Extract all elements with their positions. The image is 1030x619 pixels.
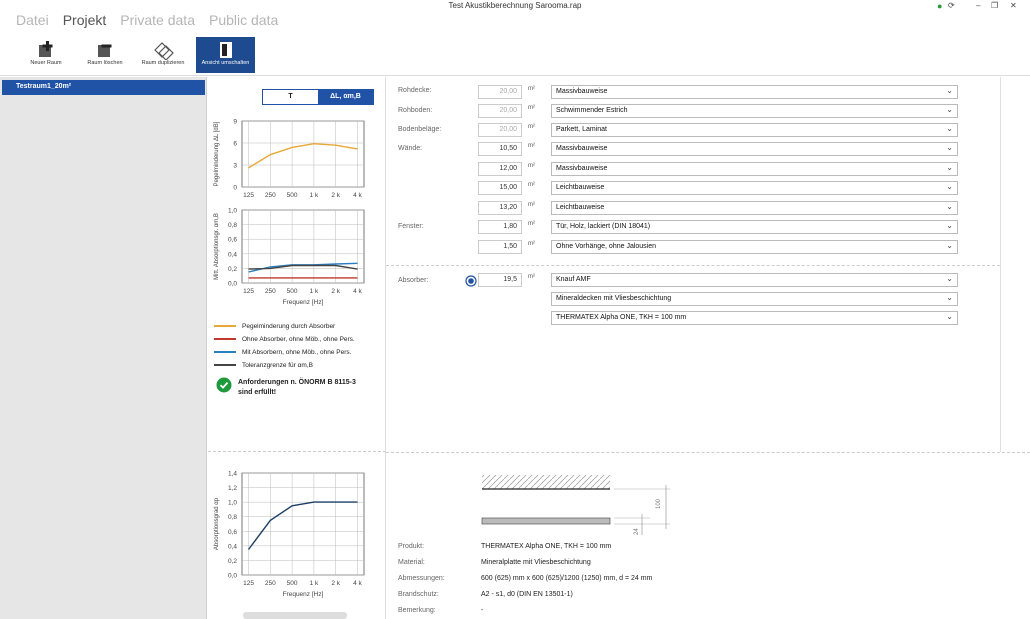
y-axis-label: Pegelminderung ΔL [dB]	[214, 121, 220, 187]
unit-label: m²	[528, 143, 535, 149]
select-value: Massivbauweise	[556, 145, 608, 152]
construction-select[interactable]	[551, 181, 958, 195]
main-menu	[16, 12, 278, 34]
x-tick-label: 1 k	[309, 192, 319, 199]
y-tick-label: 1,4	[227, 470, 237, 478]
chevron-down-icon: ⌄	[946, 312, 953, 321]
absorber-manufacturer-select[interactable]	[551, 273, 958, 287]
select-value: Massivbauweise	[556, 165, 608, 172]
unit-label: m²	[528, 124, 535, 130]
select-value: Parkett, Laminat	[556, 126, 607, 133]
chevron-down-icon: ⌄	[946, 221, 953, 230]
legend-swatch	[214, 364, 236, 366]
area-input[interactable]: 20,00	[478, 104, 522, 118]
product-detail	[386, 453, 1030, 619]
minimize-icon[interactable]: –	[976, 1, 981, 10]
requirement-line1: Anforderungen n. ÖNORM B 8115-3	[238, 379, 356, 386]
info-value-brandschutz: A2 - s1, d0 (DIN EN 13501-1)	[481, 591, 573, 598]
status-dot-icon: ●	[937, 1, 943, 11]
x-tick-label: 1 k	[309, 288, 319, 295]
info-label-brandschutz: Brandschutz:	[398, 591, 439, 598]
toggle-view-label: Ansicht umschalten	[201, 60, 250, 66]
area-input[interactable]: 20,00	[478, 85, 522, 99]
label-rohboden: Rohboden:	[398, 107, 433, 114]
y-tick-label: 0	[233, 184, 237, 192]
unit-label: m²	[528, 163, 535, 169]
chart-toggle	[262, 89, 374, 105]
legend-label: Toleranzgrenze für αm,B	[242, 362, 313, 369]
legend-swatch	[214, 325, 236, 327]
menu-projekt[interactable]: Projekt	[62, 12, 107, 28]
x-tick-label: 4 k	[353, 192, 362, 199]
y-axis-label: Absorptionsgrad αp	[214, 497, 220, 551]
unit-label: m²	[528, 274, 535, 280]
y-tick-label: 0,8	[227, 514, 237, 522]
select-value: Mineraldecken mit Vliesbeschichtung	[556, 295, 672, 302]
y-tick-label: 1,0	[227, 499, 237, 507]
x-tick-label: 500	[286, 288, 298, 295]
chevron-down-icon: ⌄	[946, 182, 953, 191]
unit-label: m²	[528, 86, 535, 92]
construction-select[interactable]	[551, 85, 958, 99]
y-tick-label: 1,2	[227, 485, 237, 493]
area-input[interactable]: 15,00	[478, 181, 522, 195]
x-tick-label: 1 k	[309, 580, 319, 587]
dim-total-label: 100	[656, 498, 662, 509]
close-icon[interactable]: ✕	[1010, 1, 1017, 10]
delete-room-button[interactable]	[77, 37, 133, 73]
toggle-dl-button[interactable]: ΔL, αm,B	[318, 90, 373, 104]
menu-public-data[interactable]: Public data	[208, 12, 279, 28]
y-tick-label: 0,0	[227, 280, 237, 288]
label-fenster: Fenster:	[398, 223, 424, 230]
select-value: Ohne Vorhänge, ohne Jalousien	[556, 243, 657, 250]
y-tick-label: 6	[233, 140, 237, 148]
dim-thickness-label: 24	[634, 528, 640, 535]
add-room-icon	[18, 40, 74, 60]
area-input[interactable]: 20,00	[478, 123, 522, 137]
info-label-abmessungen: Abmessungen:	[398, 575, 445, 582]
legend-swatch	[214, 351, 236, 353]
chevron-down-icon: ⌄	[946, 86, 953, 95]
duplicate-room-button[interactable]	[135, 37, 191, 73]
new-room-button[interactable]	[18, 37, 74, 73]
area-input[interactable]: 1,50	[478, 240, 522, 254]
x-tick-label: 4 k	[353, 288, 362, 295]
x-axis-label: Frequenz [Hz]	[282, 591, 324, 598]
info-value-material: Mineralplatte mit Vliesbeschichtung	[481, 559, 591, 566]
chevron-down-icon: ⌄	[946, 202, 953, 211]
absorber-radio[interactable]	[465, 275, 477, 289]
info-label-produkt: Produkt:	[398, 543, 425, 550]
delete-room-icon	[77, 40, 133, 60]
construction-select[interactable]	[551, 201, 958, 215]
duplicate-room-label: Raum duplizieren	[141, 60, 185, 66]
absorber-area-input[interactable]: 19,5	[478, 273, 522, 287]
legend-item-ohne-absorber	[214, 336, 355, 343]
divider	[208, 451, 386, 452]
select-value: Leichtbauweise	[556, 204, 605, 211]
y-tick-label: 0,2	[227, 265, 237, 273]
construction-select[interactable]	[551, 220, 958, 234]
plot-area	[242, 121, 364, 187]
info-value-produkt: THERMATEX Alpha ONE, TKH = 100 mm	[481, 543, 612, 550]
unit-label: m²	[528, 202, 535, 208]
horizontal-scrollbar[interactable]	[243, 612, 347, 619]
room-list-panel	[0, 77, 207, 619]
chart-panel	[208, 77, 386, 619]
x-tick-label: 2 k	[331, 288, 341, 295]
restore-icon[interactable]: ❐	[991, 1, 999, 10]
toggle-view-button[interactable]	[196, 37, 255, 73]
y-tick-label: 3	[233, 162, 237, 170]
room-item-testraum1[interactable]: Testraum1_20m²	[2, 80, 205, 95]
select-value: Leichtbauweise	[556, 184, 605, 191]
x-tick-label: 125	[243, 288, 254, 295]
delete-room-label: Raum löschen	[87, 60, 123, 66]
plot-area	[242, 210, 364, 283]
y-tick-label: 0,4	[227, 251, 237, 259]
requirement-status	[238, 378, 356, 398]
x-tick-label: 250	[264, 288, 276, 295]
x-tick-label: 4 k	[353, 580, 362, 587]
info-value-bemerkung: -	[481, 607, 484, 614]
toggle-view-icon	[196, 40, 255, 60]
absorption-chart	[208, 205, 386, 315]
legend-item-mit-absorbern	[214, 349, 351, 356]
y-tick-label: 0,2	[227, 557, 237, 565]
select-value: Knauf AMF	[556, 276, 591, 283]
info-label-material: Material:	[398, 559, 425, 566]
area-input[interactable]: 13,20	[478, 201, 522, 215]
room-form	[386, 77, 1000, 452]
ribbon-toolbar	[0, 36, 1030, 76]
x-tick-label: 2 k	[331, 192, 341, 199]
sync-icon[interactable]: ⟳	[948, 1, 955, 10]
label-bodenbelaege: Bodenbeläge:	[398, 126, 442, 133]
x-tick-label: 2 k	[331, 580, 341, 587]
select-value: Schwimmender Estrich	[556, 107, 628, 114]
menu-private-data[interactable]: Private data	[120, 12, 195, 28]
window-title: Test Akustikberechnung Sarooma.rap	[448, 1, 582, 10]
unit-label: m²	[528, 182, 535, 188]
area-input[interactable]: 1,80	[478, 220, 522, 234]
area-input[interactable]: 10,50	[478, 142, 522, 156]
absorber-product-select[interactable]	[551, 311, 958, 325]
duplicate-room-icon	[135, 40, 191, 60]
y-tick-label: 0,6	[227, 236, 237, 244]
chevron-down-icon: ⌄	[946, 241, 953, 250]
requirement-line2: sind erfüllt!	[238, 389, 277, 396]
construction-select[interactable]	[551, 240, 958, 254]
select-value: Tür, Holz, lackiert (DIN 18041)	[556, 223, 651, 230]
y-tick-label: 0,0	[227, 572, 237, 580]
unit-label: m²	[528, 241, 535, 247]
chevron-down-icon: ⌄	[946, 105, 953, 114]
x-tick-label: 250	[264, 192, 276, 199]
y-tick-label: 0,4	[227, 543, 237, 551]
ceiling-section-drawing	[480, 467, 690, 537]
info-label-bemerkung: Bemerkung:	[398, 607, 436, 614]
label-absorber: Absorber:	[398, 277, 429, 284]
x-tick-label: 125	[243, 192, 254, 199]
select-value: Massivbauweise	[556, 88, 608, 95]
x-tick-label: 500	[286, 580, 298, 587]
chevron-down-icon: ⌄	[946, 293, 953, 302]
chevron-down-icon: ⌄	[946, 124, 953, 133]
info-value-abmessungen: 600 (625) mm x 600 (625)/1200 (1250) mm, d = 24 mm	[481, 575, 653, 582]
legend-item-toleranzgrenze	[214, 362, 313, 369]
divider	[1000, 77, 1001, 452]
divider	[386, 265, 1000, 266]
x-tick-label: 500	[286, 192, 298, 199]
construction-select[interactable]	[551, 162, 958, 176]
x-axis-label: Frequenz [Hz]	[282, 299, 324, 306]
label-rohdecke: Rohdecke:	[398, 87, 432, 94]
legend-label: Pegelminderung durch Absorber	[242, 323, 336, 330]
construction-select[interactable]	[551, 123, 958, 137]
plot-area	[242, 473, 364, 575]
y-tick-label: 0,6	[227, 528, 237, 536]
absorber-category-select[interactable]	[551, 292, 958, 306]
menu-datei[interactable]: Datei	[16, 12, 49, 28]
construction-select[interactable]	[551, 142, 958, 156]
new-room-label: Neuer Raum	[30, 60, 62, 66]
y-tick-label: 9	[233, 118, 237, 126]
legend-swatch	[214, 338, 236, 340]
check-icon	[216, 377, 232, 395]
chevron-down-icon: ⌄	[946, 163, 953, 172]
title-bar	[0, 0, 1030, 12]
x-tick-label: 250	[264, 580, 276, 587]
select-value: THERMATEX Alpha ONE, TKH = 100 mm	[556, 314, 687, 321]
legend-item-pegelminderung	[214, 323, 335, 330]
label-waende: Wände:	[398, 145, 423, 152]
unit-label: m²	[528, 105, 535, 111]
area-input[interactable]: 12,00	[478, 162, 522, 176]
unit-label: m²	[528, 221, 535, 227]
x-tick-label: 125	[243, 580, 254, 587]
y-axis-label: Mitt. Absorptionsgr. αm,B	[214, 213, 220, 280]
construction-select[interactable]	[551, 104, 958, 118]
legend-label: Mit Absorbern, ohne Möb., ohne Pers.	[242, 349, 352, 356]
toggle-t-button[interactable]: T	[263, 90, 318, 104]
y-tick-label: 0,8	[227, 222, 237, 230]
absorptionsgrad-chart	[208, 467, 386, 607]
chevron-down-icon: ⌄	[946, 143, 953, 152]
y-tick-label: 1,0	[227, 207, 237, 215]
chevron-down-icon: ⌄	[946, 274, 953, 283]
legend-label: Ohne Absorber, ohne Möb., ohne Pers.	[242, 336, 355, 343]
